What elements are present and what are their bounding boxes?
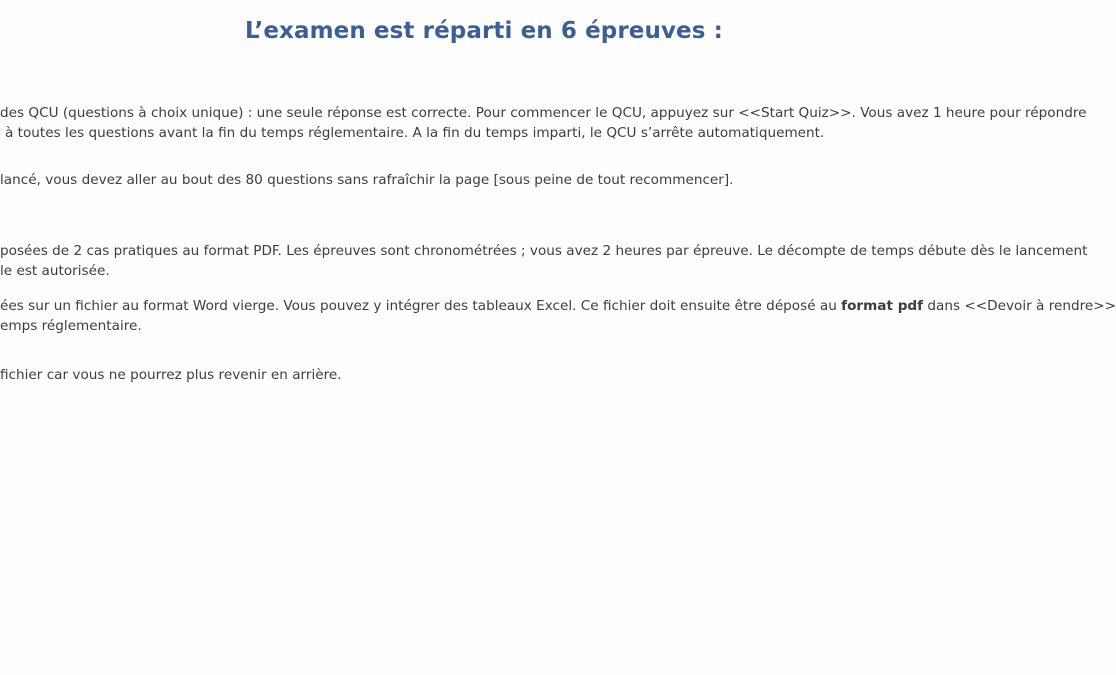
final-warning-line: fichier car vous ne pourrez plus revenir en arrière. — [0, 367, 342, 383]
submission-line-2: emps réglementaire. — [0, 318, 142, 334]
qcu-instructions-line-2: à toutes les questions avant la fin du temps réglementaire. A la fin du temps imparti, le QCU s’arrête automatiquement. — [5, 125, 825, 141]
case-study-line-2: le est autorisée. — [0, 263, 110, 279]
format-pdf-emphasis: format pdf — [841, 298, 924, 314]
qcu-warning-line: lancé, vous devez aller au bout des 80 questions sans rafraîchir la page [sous peine de tout recommencer]. — [0, 172, 734, 188]
page-title: L’examen est réparti en 6 épreuves : — [245, 18, 723, 44]
submission-line-1 — [0, 296, 1116, 316]
submission-text-part-2: dans <<Devoir à rendre>> — [923, 298, 1116, 314]
submission-text-part-1: ées sur un fichier au format Word vierge. Vous pouvez y intégrer des tableaux Excel. Ce fichier doit ensuite être déposé au — [0, 298, 842, 314]
case-study-line-1: posées de 2 cas pratiques au format PDF. Les épreuves sont chronométrées ; vous avez 2 heures par épreuve. Le décompte de temps débute dès le lancement — [0, 243, 1088, 259]
qcu-instructions-line-1: des QCU (questions à choix unique) : une seule réponse est correcte. Pour commencer le QCU, appuyez sur <<Start Quiz>>. Vous avez 1 heure pour répondre — [0, 105, 1087, 121]
